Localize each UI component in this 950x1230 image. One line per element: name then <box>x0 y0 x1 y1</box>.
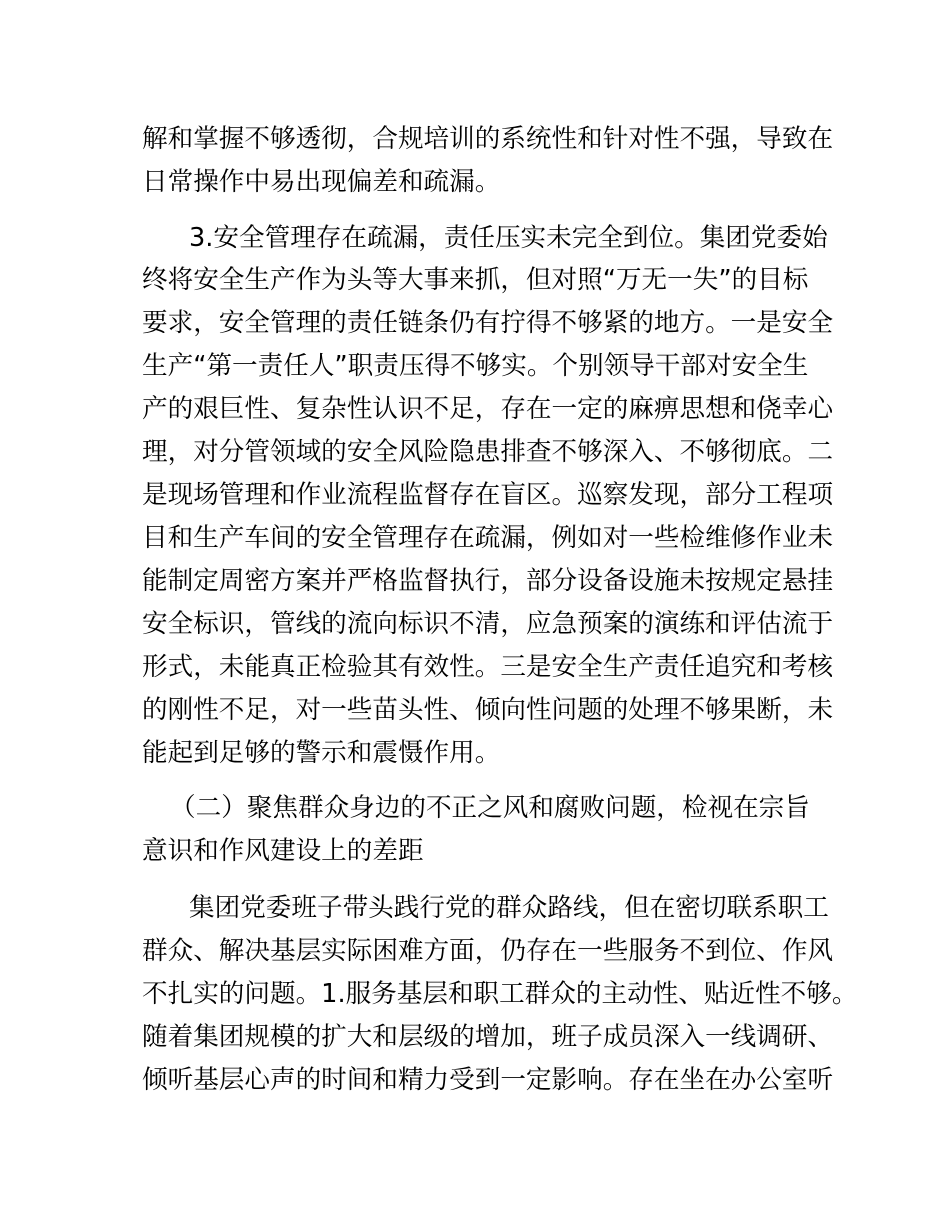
text-line: 集团党委班子带头践行党的群众路线，但在密切联系职工 <box>189 893 829 923</box>
text-line: 倾听基层心声的时间和精力受到一定影响。存在坐在办公室听 <box>142 1065 834 1095</box>
text-line: 能制定周密方案并严格监督执行，部分设备设施未按规定悬挂 <box>142 566 834 596</box>
section-heading-line: 意识和作风建设上的差距 <box>142 836 424 866</box>
text-line: 不扎实的问题。1.服务基层和职工群众的主动性、贴近性不够。 <box>142 979 858 1009</box>
text-line: 随着集团规模的扩大和层级的增加，班子成员深入一线调研、 <box>142 1022 834 1052</box>
text-line: 群众、解决基层实际困难方面，仍存在一些服务不到位、作风 <box>142 936 834 966</box>
text-line: 的刚性不足，对一些苗头性、倾向性问题的处理不够果断，未 <box>142 695 834 725</box>
text-line: 终将安全生产作为头等大事来抓，但对照“万无一失”的目标 <box>142 265 809 295</box>
text-line: 安全标识，管线的流向标识不清，应急预案的演练和评估流于 <box>142 609 834 639</box>
section-heading-line: （二）聚焦群众身边的不正之风和腐败问题，检视在宗旨 <box>170 793 810 823</box>
text-line: 日常操作中易出现偏差和疏漏。 <box>142 167 501 197</box>
text-line: 是现场管理和作业流程监督存在盲区。巡察发现，部分工程项 <box>142 480 834 510</box>
text-line: 形式，未能真正检验其有效性。三是安全生产责任追究和考核 <box>142 652 834 682</box>
text-line: 目和生产车间的安全管理存在疏漏，例如对一些检维修作业未 <box>142 523 834 553</box>
text-line: 3.安全管理存在疏漏，责任压实未完全到位。集团党委始 <box>189 223 828 253</box>
text-line: 解和掌握不够透彻，合规培训的系统性和针对性不强，导致在 <box>142 124 834 154</box>
text-line: 能起到足够的警示和震慑作用。 <box>142 738 501 768</box>
text-line: 产的艰巨性、复杂性认识不足，存在一定的麻痹思想和侥幸心 <box>142 394 834 424</box>
text-line: 要求，安全管理的责任链条仍有拧得不够紧的地方。一是安全 <box>142 308 834 338</box>
text-line: 生产“第一责任人”职责压得不够实。个别领导干部对安全生 <box>142 351 809 381</box>
text-line: 理，对分管领域的安全风险隐患排查不够深入、不够彻底。二 <box>142 437 834 467</box>
